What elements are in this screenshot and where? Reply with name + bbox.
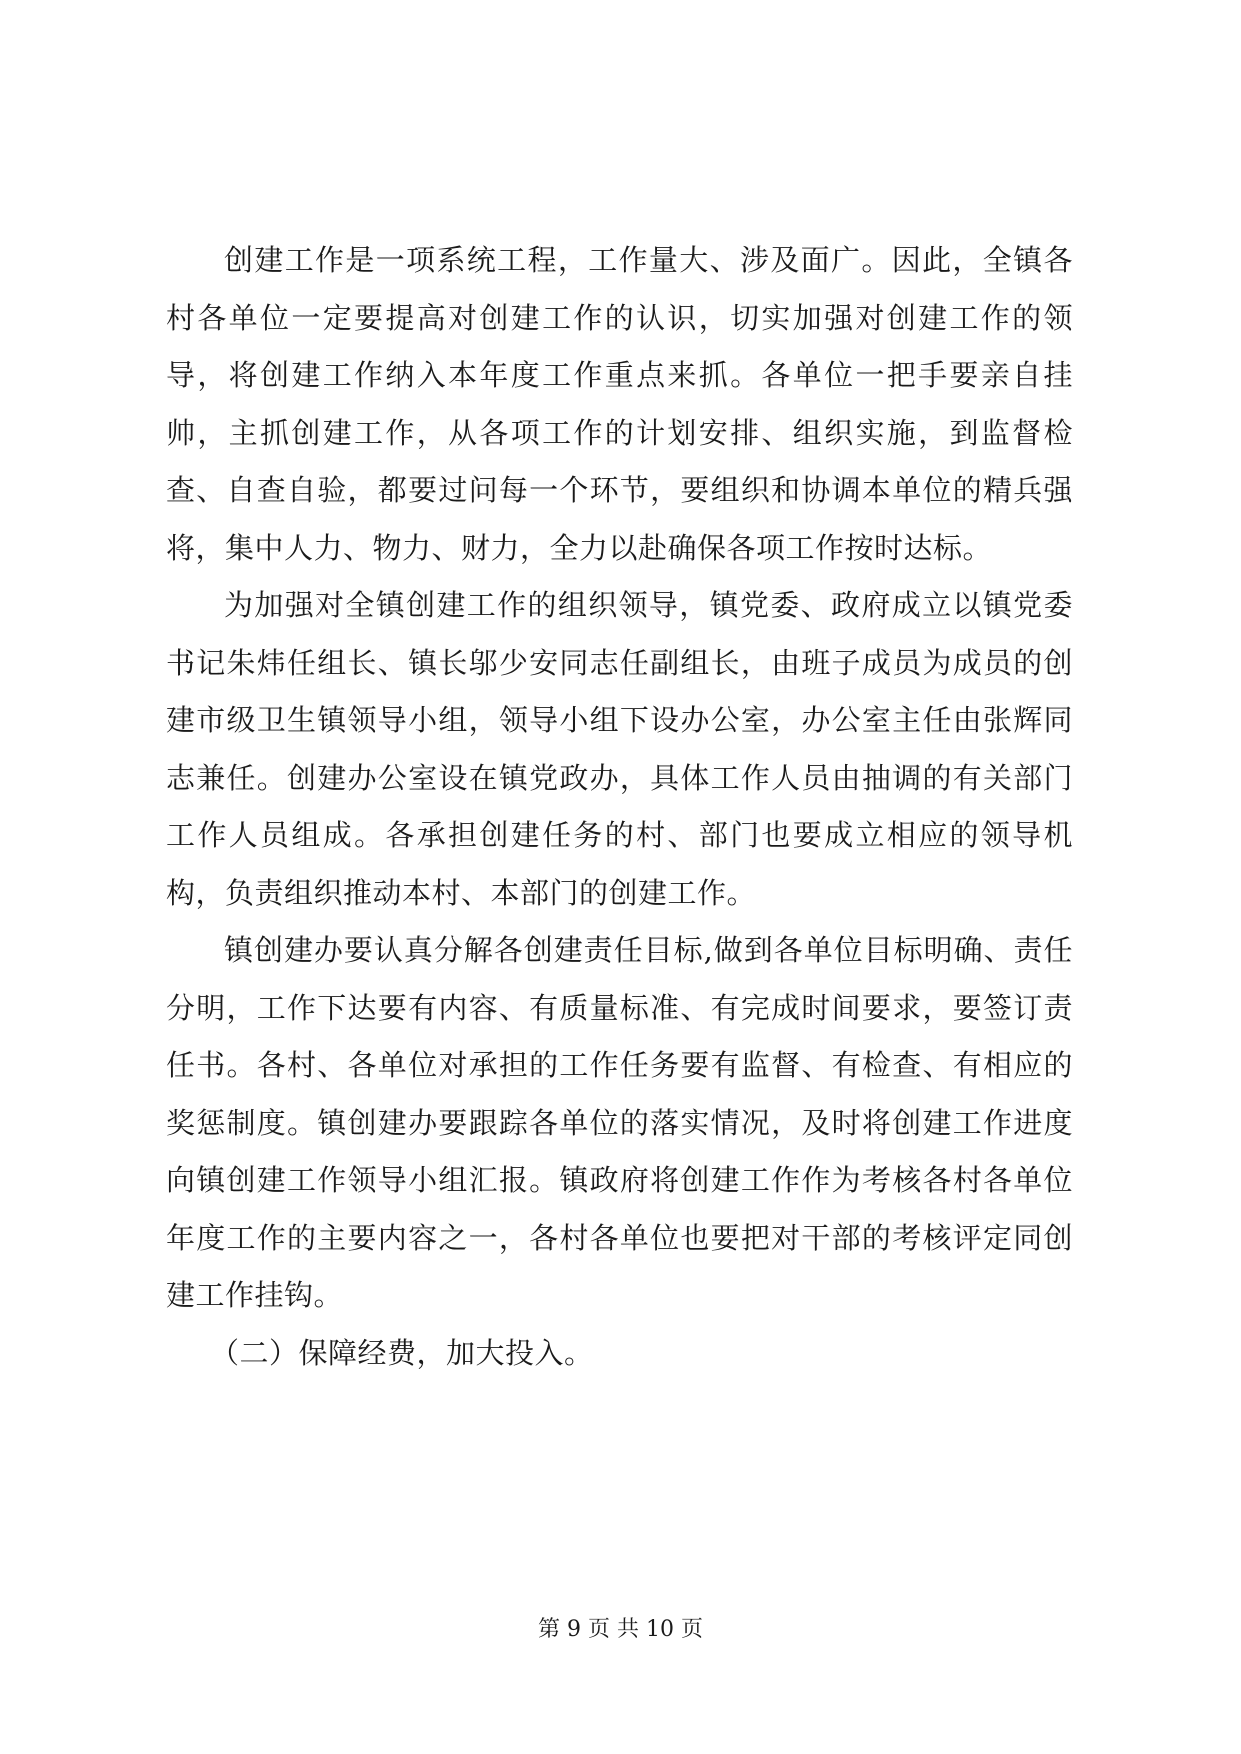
paragraph-3: 镇创建办要认真分解各创建责任目标,做到各单位目标明确、责任分明，工作下达要有内容、有质量标准、有完成时间要求，要签订责任书。各村、各单位对承担的工作任务要有监督、有检查、有相应的奖惩制度。镇创建办要跟踪各单位的落实情况，及时将创建工作进度向镇创建工作领导小组汇报。镇政府将创建工作作为考核各村各单位年度工作的主要内容之一，各村各单位也要把对干部的考核评定同创建工作挂钩。 — [166, 933, 1073, 1312]
paragraph-1: 创建工作是一项系统工程，工作量大、涉及面广。因此，全镇各村各单位一定要提高对创建工作的认识，切实加强对创建工作的领导，将创建工作纳入本年度工作重点来抓。各单位一把手要亲自挂帅，主抓创建工作，从各项工作的计划安排、组织实施，到监督检查、自查自验，都要过问每一个环节，要组织和协调本单位的精兵强将，集中人力、物力、财力，全力以赴确保各项工作按时达标。 — [166, 243, 1073, 565]
page-footer: 第 9 页 共 10 页 — [538, 1617, 703, 1642]
document-body — [166, 232, 1073, 1382]
paragraph-2: 为加强对全镇创建工作的组织领导，镇党委、政府成立以镇党委书记朱炜任组长、镇长邬少安同志任副组长，由班子成员为成员的创建市级卫生镇领导小组，领导小组下设办公室，办公室主任由张辉同志兼任。创建办公室设在镇党政办，具体工作人员由抽调的有关部门工作人员组成。各承担创建任务的村、部门也要成立相应的领导机构，负责组织推动本村、本部门的创建工作。 — [166, 588, 1073, 910]
section-heading: （二）保障经费，加大投入。 — [210, 1335, 594, 1370]
